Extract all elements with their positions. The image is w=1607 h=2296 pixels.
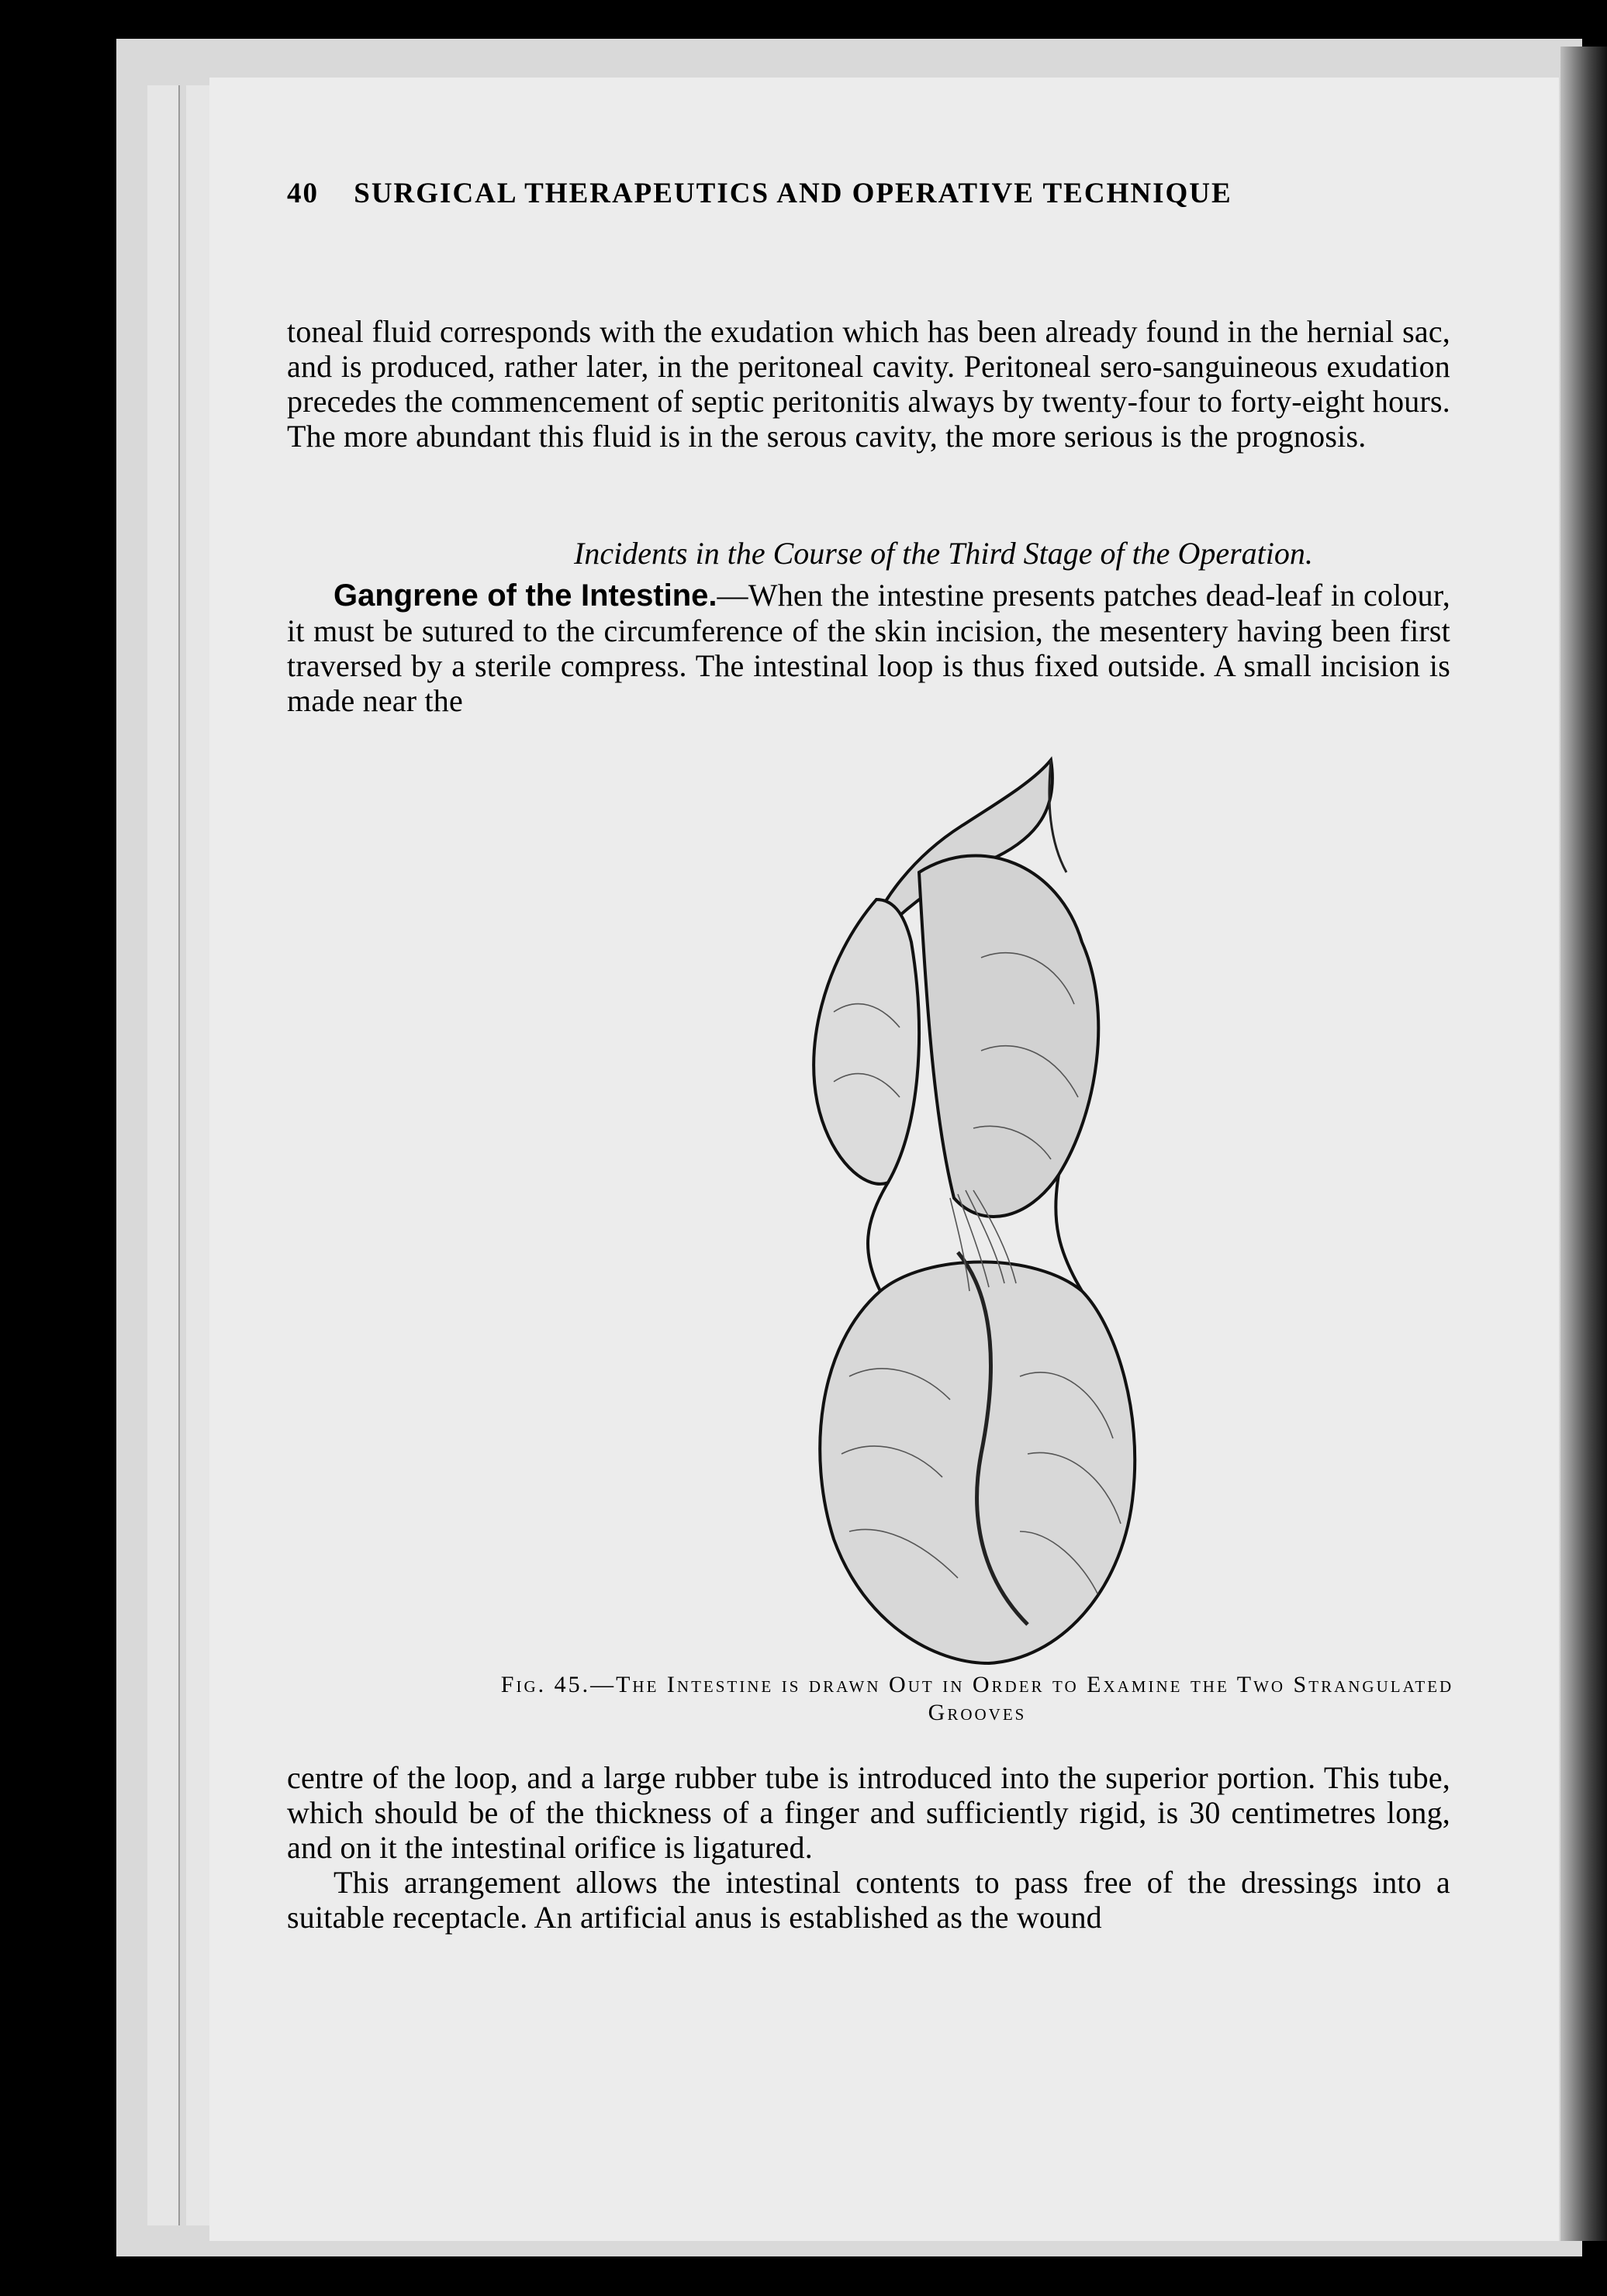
paragraph-1 (287, 314, 1450, 454)
lower-loop (820, 1262, 1135, 1664)
section-subheading: Incidents in the Course of the Third Stage of the Operation. (574, 536, 1313, 571)
running-header (287, 177, 1396, 210)
book-spine-shadow (1560, 47, 1607, 2241)
upper-right-loop (919, 855, 1098, 1217)
intestine-illustration (803, 756, 1144, 1671)
upper-left-loop (814, 899, 919, 1184)
paragraph-2 (287, 578, 1450, 718)
running-title: SURGICAL THERAPEUTICS AND OPERATIVE TECHNIQUE (354, 178, 1232, 209)
intestine-drawing (803, 756, 1144, 1671)
page-edge (147, 85, 180, 2225)
paragraph-3-text: centre of the loop, and a large rubber tube is introduced into the superior portion. This tube, which should be of the thickness of a finger and sufficiently rigid, is 30 centimetres long, and on it the intestinal orifice is ligatured. (287, 1760, 1450, 1865)
figure-caption: Fig. 45.—The Intestine is drawn Out in Order to Examine the Two Strangulated Grooves (500, 1672, 1454, 1725)
paragraph-4 (287, 1865, 1450, 1935)
paragraph-4-text: This arrangement allows the intestinal contents to pass free of the dressings into a suitable receptacle. An artificial anus is established as the wound (287, 1865, 1450, 1935)
paragraph-1-text: toneal fluid corresponds with the exudation which has been already found in the hernial sac, and is produced, rather later, in the peritoneal cavity. Peritoneal sero-sanguineous exudation precedes the commencement of septic peritonitis always by twenty-four to forty-eight hours. The more abundant this fluid is in the serous cavity, the more serious is the prognosis. (287, 314, 1450, 454)
paragraph-3 (287, 1760, 1450, 1865)
page-number: 40 (287, 178, 319, 209)
paragraph-2-lead: Gangrene of the Intestine. (333, 578, 717, 613)
paragraph-2-text: —When the intestine presents patches dead-leaf in colour, it must be sutured to the circumference of the skin incision, the mesentery having been first traversed by a sterile compress. The intestinal loop is thus fixed outside. A small incision is made near the (287, 578, 1450, 718)
